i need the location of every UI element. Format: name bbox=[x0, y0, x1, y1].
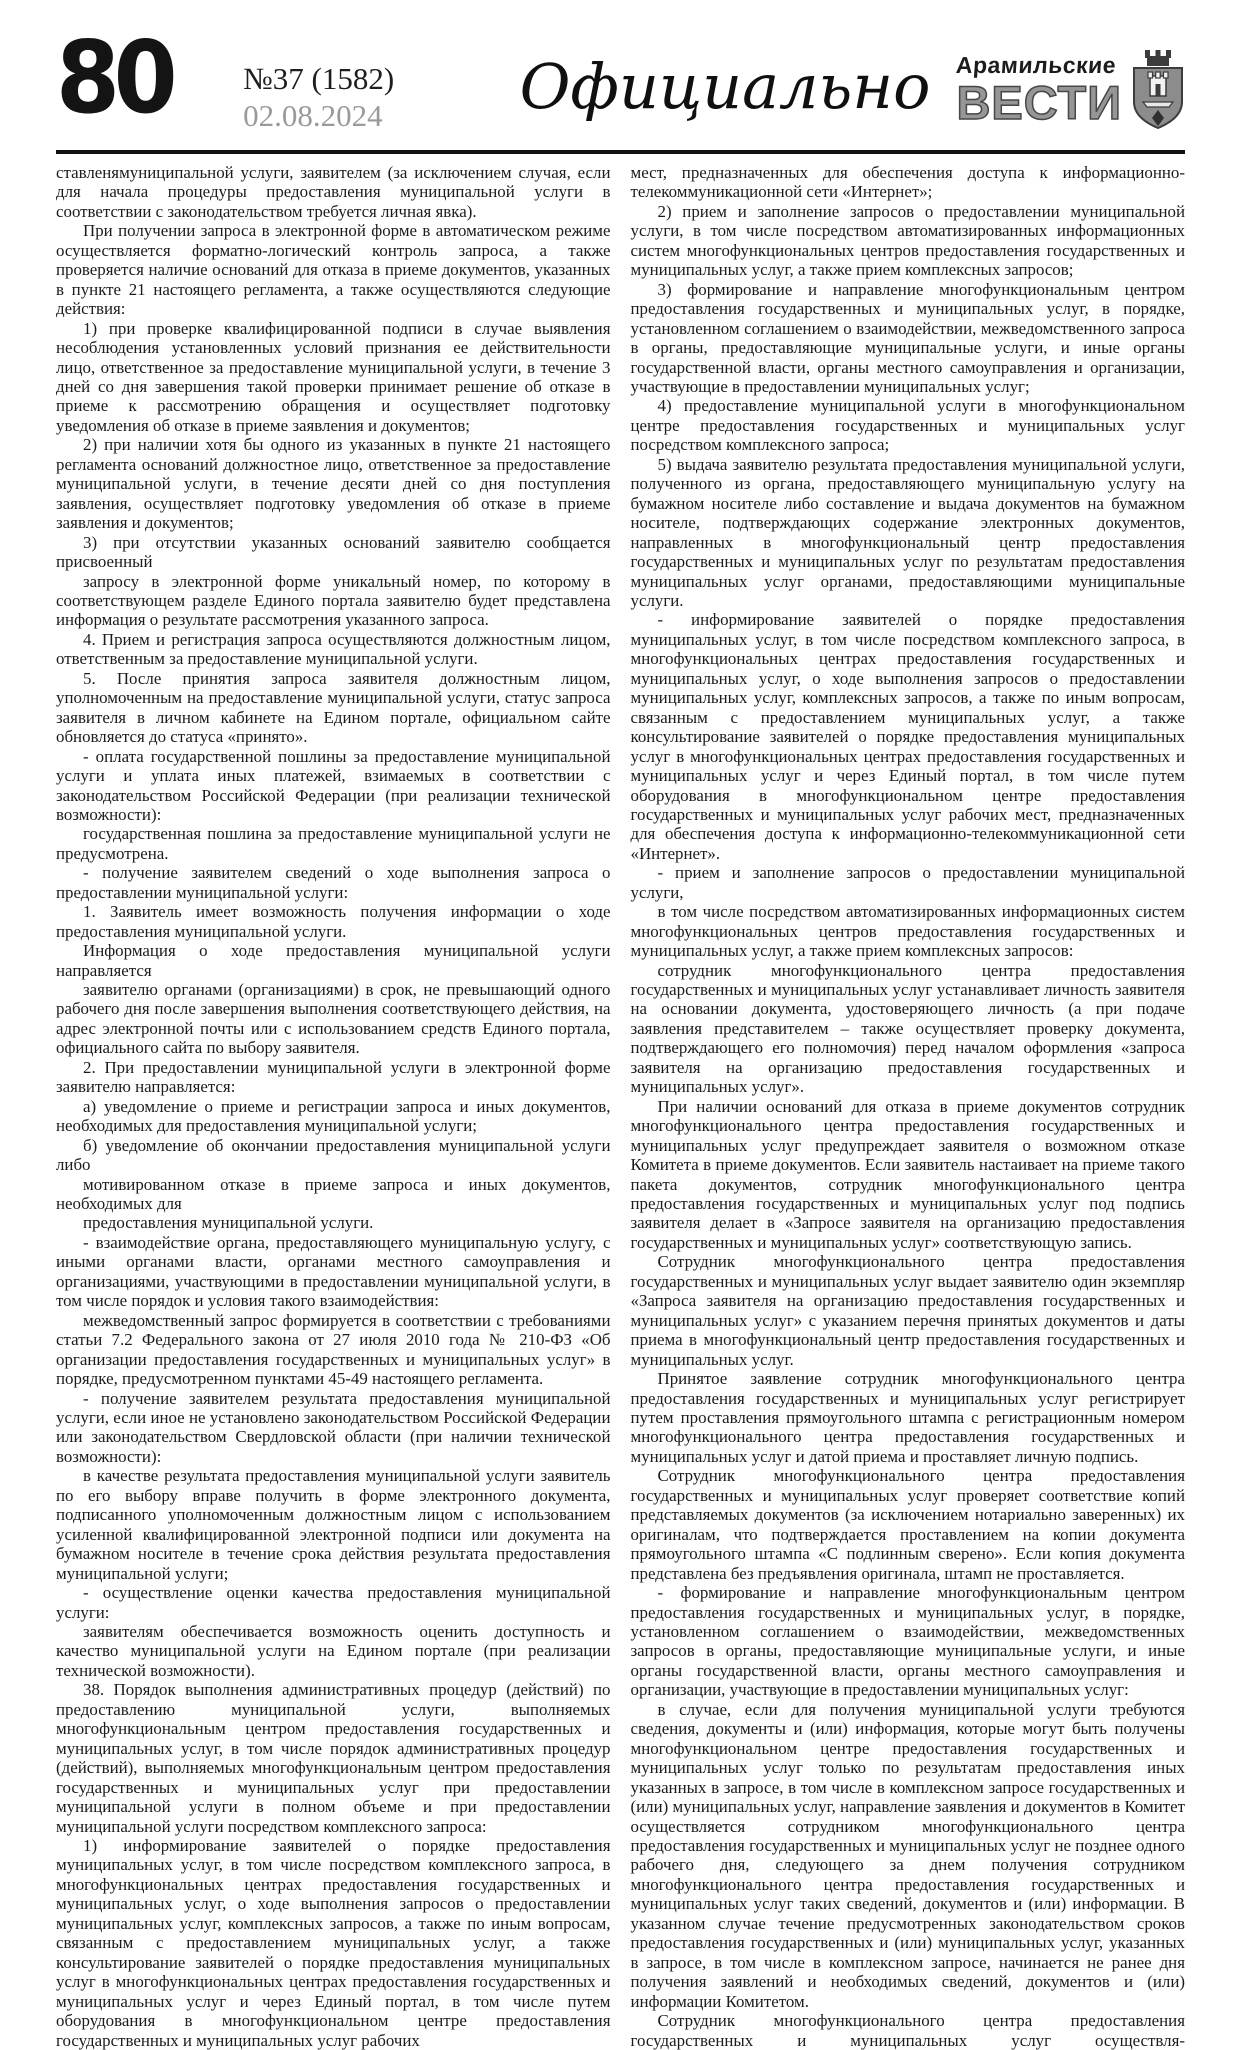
paragraph: в качестве результата предоставления муниципальной услуги заявитель по его выбору вправе получить в форме электронного документа, подписанного уполномоченным должностным лицом с использованием усиленной квалифицированной электронной подписи или документа на бумажном носителе в течение срока действия результата предоставления муниципальной услуги; bbox=[56, 1466, 611, 1583]
page-number: 80 bbox=[56, 19, 172, 136]
paragraph: межведомственный запрос формируется в соответствии с требованиями статьи 7.2 Федерального закона от 27 июля 2010 года № 210-ФЗ «Об организации предоставления государственных и муниципальных услуг» в порядке, предусмотренном пунктами 45-49 настоящего регламента. bbox=[56, 1310, 611, 1389]
paragraph: мотивированном отказе в приеме запроса и иных документов, необходимых для bbox=[56, 1174, 611, 1214]
logo-title: ВЕСТИ bbox=[956, 76, 1122, 129]
paragraph: 1. Заявитель имеет возможность получения информации о ходе предоставления муниципальной услуги. bbox=[56, 902, 611, 941]
paragraph: - оплата государственной пошлины за предоставление муниципальной услуги и уплата иных платежей, взимаемых в соответствии с законодательством Российской Федерации (при реализации технической возможности): bbox=[56, 746, 611, 824]
paragraph: 38. Порядок выполнения административных процедур (действий) по предоставлению муниципальной услуги, выполняемых многофункциональным центром предоставления государственных и муниципальных услуг, в том числе порядок административных процедур (действий), выполняемых многофункциональным центром предоставления государственных и муниципальных услуг при предоставлении муниципальной услуги в полном объеме и при предоставлении муниципальной услуги посредством комплексного запроса: bbox=[56, 1680, 611, 1836]
paragraph: 3) при отсутствии указанных оснований заявителю сообщается присвоенный bbox=[56, 532, 611, 572]
paragraph: в случае, если для получения муниципальной услуги требуются сведения, документы и (или) информация, которые могут быть получены многофункциональном центре предоставления государственных и муниципальных услуг только по результатам предоставления иных указанных в запросе, в том числе в комплексном запросе государственных и (или) муниципальных услуг, направление заявления и документов в Комитет осуществляется сотрудником многофункционального центра предоставления государственных и муниципальных услуг не позднее одного рабочего дня, следующего за днем получения сотрудником многофункционального центра предоставления государственных и муниципальных услуг таких сведений, документов и (или) информации. В указанном случае течение предусмотренных законодательством сроков предоставления государственных и (или) муниципальных услуг, указанных в запросе, в том числе в комплексном запросе, начинается не ранее дня получения заявлений и необходимых сведений, документов и (или) информации Комитетом. bbox=[630, 1699, 1185, 2011]
issue-number: №37 (1582) bbox=[243, 61, 395, 96]
paragraph: - прием и заполнение запросов о предоставлении муниципальной услуги, bbox=[630, 863, 1185, 902]
coat-of-arms-icon bbox=[1131, 50, 1185, 130]
text-column-left bbox=[56, 163, 611, 2050]
article-body bbox=[56, 163, 1185, 2050]
paragraph: б) уведомление об окончании предоставления муниципальной услуги либо bbox=[56, 1135, 611, 1175]
paragraph: 4) предоставление муниципальной услуги в многофункциональном центре предоставления государственных и муниципальных услуг посредством комплексного запроса; bbox=[630, 396, 1185, 455]
paragraph: сотрудник многофункционального центра предоставления государственных и муниципальных услуг устанавливает личность заявителя на основании документа, удостоверяющего личность (а при подаче заявления представителем – также осуществляет проверку документа, подтверждающего его полномочия) перед началом оформления «запроса заявителя на организацию предоставления государственных и муниципальных услуг». bbox=[630, 960, 1185, 1097]
issue-block bbox=[243, 60, 394, 134]
paragraph: При наличии оснований для отказа в приеме документов сотрудник многофункционального центра предоставления государственных и муниципальных услуг предупреждает заявителя о возможном отказе Комитета в приеме документов. Если заявитель настаивает на приеме такого пакета документов, сотрудник многофункционального центра предоставления государственных и муниципальных услуг под подпись заявителя делает в «Запросе заявителя на организацию предоставления государственных и муниципальных услуг» соответствующую запись. bbox=[630, 1096, 1185, 1252]
paragraph: 2) при наличии хотя бы одного из указанных в пункте 21 настоящего регламента оснований должностное лицо, ответственное за предоставление муниципальной услуги, в течение десяти дней со дня поступления заявления, осуществляет подготовку уведомления об отказе в приеме заявления и документов; bbox=[56, 435, 611, 533]
paragraph: запросу в электронной форме уникальный номер, по которому в соответствующем разделе Единого портала заявителю будет представлена информация о результате рассмотрения указанного запроса. bbox=[56, 571, 611, 630]
newspaper-logo bbox=[956, 50, 1185, 130]
paragraph: 1) информирование заявителей о порядке предоставления муниципальных услуг, в том числе посредством комплексного запроса, в многофункциональных центрах предоставления государственных и муниципальных услуг, о ходе выполнения запросов о предоставлении муниципальных услуг, комплексных запросов, а также по иным вопросам, связанным с предоставлением муниципальных услуг, а также консультирование заявителей о порядке предоставления муниципальных услуг в многофункциональных центрах предоставления государственных и муниципальных услуг и через Единый портал, в том числе путем оборудования в многофункциональном центре предоставления государственных и муниципальных услуг рабочих bbox=[56, 1835, 611, 2050]
newspaper-logo-text bbox=[955, 52, 1122, 129]
paragraph: заявителям обеспечивается возможность оценить доступность и качество муниципальной услуги на Едином портале (при реализации технической возможности). bbox=[56, 1621, 611, 1680]
paragraph: - формирование и направление многофункциональным центром предоставления государственных и муниципальных услуг, в порядке, установленном соглашением о взаимодействии, межведомственных запросов в органы, предоставляющие муниципальные услуги, и иные органы государственной власти, органы местного самоуправления и организации, участвующие в предоставлении муниципальных услуг: bbox=[630, 1583, 1185, 1700]
paragraph: - взаимодействие органа, предоставляющего муниципальную услугу, с иными органами власти, органами местного самоуправления и организациями, участвующими в предоставлении муниципальной услуги, в том числе порядок и условия такого взаимодействия: bbox=[56, 1232, 611, 1311]
paragraph: Сотрудник многофункционального центра предоставления государственных и муниципальных услуг проверяет соответствие копий представляемых документов (за исключением нотариально заверенных) их оригиналам, что подтверждается проставлением на копии документа прямоугольного штампа «С подлинным сверено». Если копия документа представлена без предъявления оригинала, штамп не проставляется. bbox=[630, 1466, 1185, 1583]
paragraph: 1) при проверке квалифицированной подписи в случае выявления несоблюдения установленных условий признания ее действительности лицо, ответственное за предоставление муниципальной услуги, в течение 3 дней со дня завершения такой проверки принимает решение об отказе в приеме к рассмотрению обращения и осуществляет подготовку уведомления об отказе в приеме заявления и документов; bbox=[56, 318, 611, 435]
paragraph: - осуществление оценки качества предоставления муниципальной услуги: bbox=[56, 1583, 611, 1622]
header-divider bbox=[56, 150, 1185, 154]
text-column-right bbox=[631, 163, 1186, 2050]
paragraph: 5) выдача заявителю результата предоставления муниципальной услуги, полученного из органа, предоставляющего муниципальную услугу на бумажном носителе либо составление и выдача документов на бумажном носителе, подтверждающих содержание электронных документов, направленных в многофункциональный центр предоставления государственных и муниципальных услуг по результатам предоставления муниципальных услуг органами, предоставляющими муниципальные услуги. bbox=[630, 454, 1185, 610]
paragraph: Сотрудник многофункционального центра предоставления государственных и муниципальных услуг осуществля- bbox=[630, 2011, 1185, 2050]
logo-city-name: Арамильские bbox=[955, 52, 1118, 78]
paragraph: - информирование заявителей о порядке предоставления муниципальных услуг, в том числе посредством комплексного запроса, в многофункциональных центрах предоставления государственных и муниципальных услуг, о ходе выполнения запросов о предоставлении муниципальных услуг, комплексных запросов, а также по иным вопросам, связанным с предоставлением муниципальных услуг, а также консультирование заявителей о порядке предоставления муниципальных услуг в многофункциональных центрах предоставления государственных и муниципальных услуг и через Единый портал, в том числе путем оборудования в многофункциональном центре предоставления государственных и муниципальных услуг рабочих мест, предназначенных для обеспечения доступа к информационно-телекоммуникационной сети «Интернет». bbox=[630, 610, 1185, 863]
paragraph: Информация о ходе предоставления муниципальной услуги направляется bbox=[56, 941, 611, 980]
paragraph: 5. После принятия запроса заявителя должностным лицом, уполномоченным на предоставление муниципальной услуги, статус запроса заявителя в личном кабинете на Едином портале, официальном сайте обновляется до статуса «принято». bbox=[56, 668, 611, 747]
paragraph: Сотрудник многофункционального центра предоставления государственных и муниципальных услуг выдает заявителю один экземпляр «Запроса заявителя на организацию предоставления государственных и муниципальных услуг» с указанием перечня принятых документов и даты приема в многофункциональный центр предоставления государственных и муниципальных услуг. bbox=[630, 1252, 1185, 1369]
paragraph: мест, предназначенных для обеспечения доступа к информационно-телекоммуникационной сети «Интернет»; bbox=[630, 163, 1185, 202]
paragraph: государственная пошлина за предоставление муниципальной услуги не предусмотрена. bbox=[56, 824, 611, 863]
paragraph: ставленямуниципальной услуги, заявителем (за исключением случая, если для начала процедуры предоставления муниципальной услуги в соответствии с законодательством требуется личная явка). bbox=[56, 163, 611, 221]
issue-date: 02.08.2024 bbox=[243, 98, 383, 134]
paragraph: Принятое заявление сотрудник многофункционального центра предоставления государственных и муниципальных услуг регистрирует путем проставления прямоугольного штампа с регистрационным номером многофункционального центра предоставления государственных и муниципальных услуг и датой приема и проставляет личную подпись. bbox=[630, 1369, 1185, 1466]
paragraph: 2) прием и заполнение запросов о предоставлении муниципальной услуги, в том числе посредством автоматизированных информационных систем многофункциональных центров предоставления государственных и муниципальных услуг, а также прием комплексных запросов; bbox=[630, 201, 1185, 280]
paragraph: а) уведомление о приеме и регистрации запроса и иных документов, необходимых для предоставления муниципальной услуги; bbox=[56, 1096, 611, 1136]
paragraph: 4. Прием и регистрация запроса осуществляются должностным лицом, ответственным за предоставление муниципальной услуги. bbox=[56, 629, 611, 669]
paragraph: заявителю органами (организациями) в срок, не превышающий одного рабочего дня после завершения выполнения соответствующего действия, на адрес электронной почты или с использованием средств Единого портала, официального сайта по выбору заявителя. bbox=[56, 980, 611, 1058]
section-title: Официально bbox=[519, 50, 931, 123]
paragraph: 3) формирование и направление многофункциональным центром предоставления государственных и муниципальных услуг, в порядке, установленном соглашением о взаимодействии, межведомственного запроса в органы, предоставляющие муниципальные услуги, и иные органы государственной власти, органы местного самоуправления и организации, участвующие в предоставлении муниципальных услуг; bbox=[630, 279, 1185, 396]
paragraph: При получении запроса в электронной форме в автоматическом режиме осуществляется форматно-логический контроль запроса, а также проверяется наличие оснований для отказа в приеме документов, указанных в пункте 21 настоящего регламента, а также осуществляются следующие действия: bbox=[56, 221, 611, 319]
paragraph: 2. При предоставлении муниципальной услуги в электронной форме заявителю направляется: bbox=[56, 1057, 611, 1097]
paragraph: предоставления муниципальной услуги. bbox=[83, 1213, 374, 1233]
page-header bbox=[56, 0, 1185, 146]
paragraph: в том числе посредством автоматизированных информационных систем многофункциональных центров предоставления государственных и муниципальных услуг, а также прием комплексных запросов: bbox=[630, 902, 1185, 961]
paragraph: - получение заявителем сведений о ходе выполнения запроса о предоставлении муниципальной услуги: bbox=[56, 863, 611, 902]
paragraph: - получение заявителем результата предоставления муниципальной услуги, если иное не установлено законодательством Российской Федерации или законодательством Свердловской области (при наличии технической возможности): bbox=[56, 1388, 611, 1466]
